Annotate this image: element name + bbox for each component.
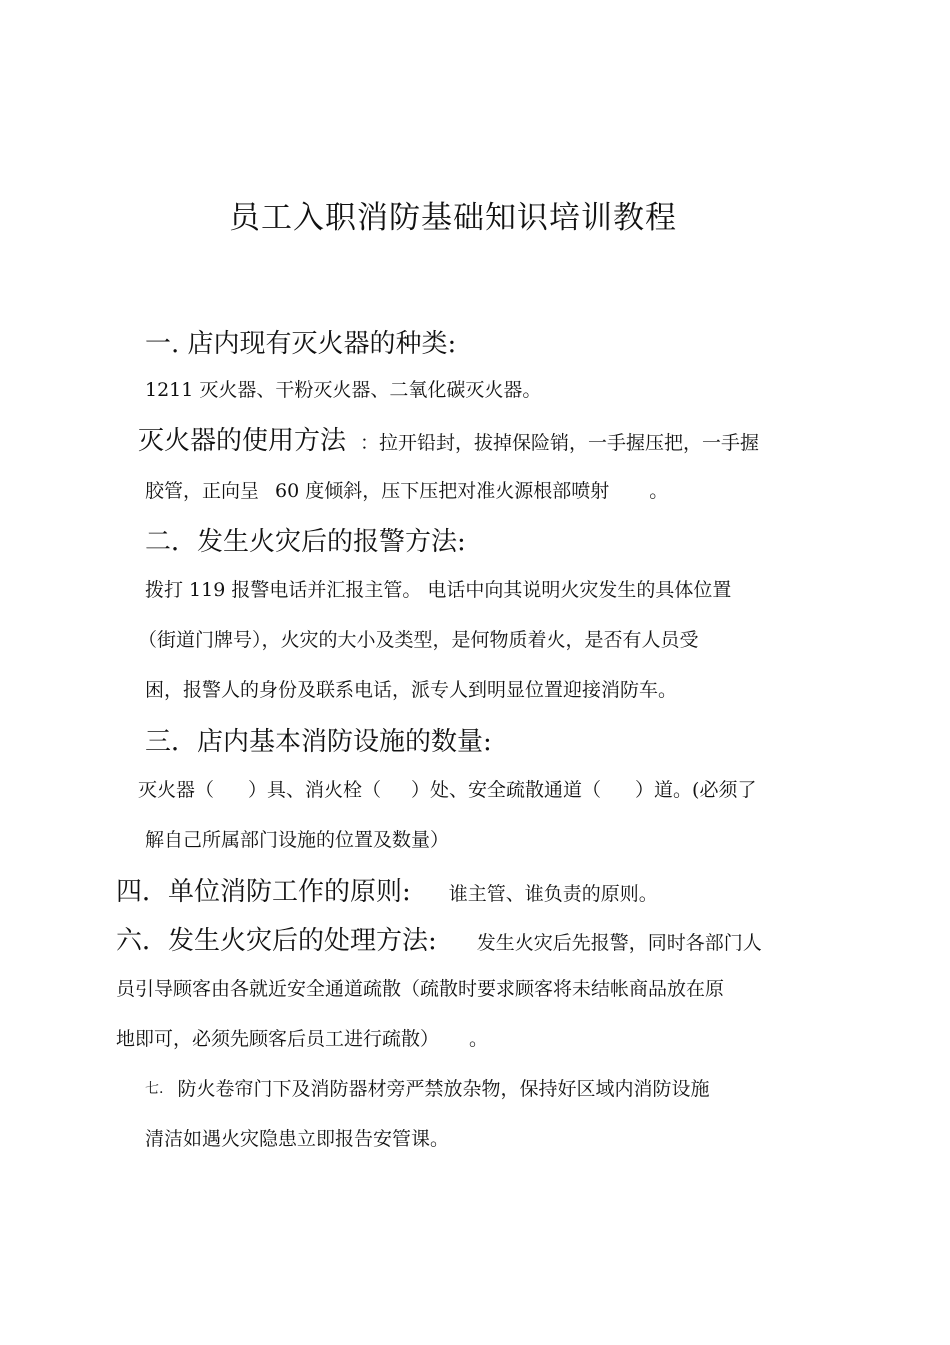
facilities-text-1d: ）道。(必须了 — [635, 779, 757, 801]
section-7-marker: 七. — [145, 1081, 164, 1097]
section-7-text-1: 防火卷帘门下及消防器材旁严禁放杂物，保持好区域内消防设施 — [177, 1078, 710, 1100]
section-7-line-1 — [145, 1080, 709, 1099]
facilities-text-1b: ）具、消火栓（ — [248, 779, 382, 801]
usage-label: 灭火器的使用方法 — [138, 426, 347, 456]
section-4-heading: 四．单位消防工作的原则: — [116, 877, 411, 907]
facilities-text-1a: 灭火器（ — [138, 779, 215, 801]
usage-line-1 — [138, 428, 759, 454]
alarm-line-2: （街道门牌号），火灾的大小及类型，是何物质着火，是否有人员受 — [138, 629, 699, 651]
usage-text-2b: 60 度倾斜，压下压把对准火源根部喷射 — [275, 480, 610, 502]
section-6-text-1: 发生火灾后先报警，同时各部门人 — [476, 932, 762, 954]
section-6-text-3b: 。 — [469, 1028, 489, 1050]
section-6-line-1 — [116, 928, 762, 954]
usage-line-2 — [145, 482, 668, 501]
alarm-line-3: 困，报警人的身份及联系电话，派专人到明显位置迎接消防车。 — [145, 679, 678, 701]
alarm-line-1: 拨打 119 报警电话并汇报主管。 电话中向其说明火灾发生的具体位置 — [145, 579, 732, 601]
facilities-text-1c: ）处、安全疏散通道（ — [411, 779, 602, 801]
section-2-heading: 二．发生火灾后的报警方法: — [145, 527, 466, 557]
facilities-line-1 — [138, 781, 756, 800]
section-6-line-2: 员引导顾客由各就近安全通道疏散（疏散时要求顾客将未结帐商品放在原 — [116, 978, 725, 1000]
section-3-heading: 三．店内基本消防设施的数量: — [145, 727, 492, 757]
usage-text-1: ：拉开铅封，拔掉保险销，一手握压把，一手握 — [360, 432, 760, 454]
extinguisher-types: 1211 灭火器、干粉灭火器、二氧化碳灭火器。 — [145, 379, 542, 401]
section-6-line-3 — [116, 1030, 488, 1049]
page-title: 员工入职消防基础知识培训教程 — [229, 200, 677, 236]
facilities-line-2: 解自己所属部门设施的位置及数量） — [145, 829, 450, 851]
usage-text-2c: 。 — [649, 480, 669, 502]
section-6-text-3a: 地即可，必须先顾客后员工进行疏散） — [116, 1028, 440, 1050]
section-1-heading: 一. 店内现有灭火器的种类: — [145, 329, 457, 359]
usage-text-2a: 胶管，正向呈 — [145, 480, 260, 502]
section-4-line — [116, 879, 658, 905]
section-7-line-2: 清洁如遇火灾隐患立即报告安管课。 — [145, 1128, 450, 1150]
section-6-heading: 六．发生火灾后的处理方法: — [116, 926, 437, 956]
section-4-text: 谁主管、谁负责的原则。 — [448, 883, 658, 905]
